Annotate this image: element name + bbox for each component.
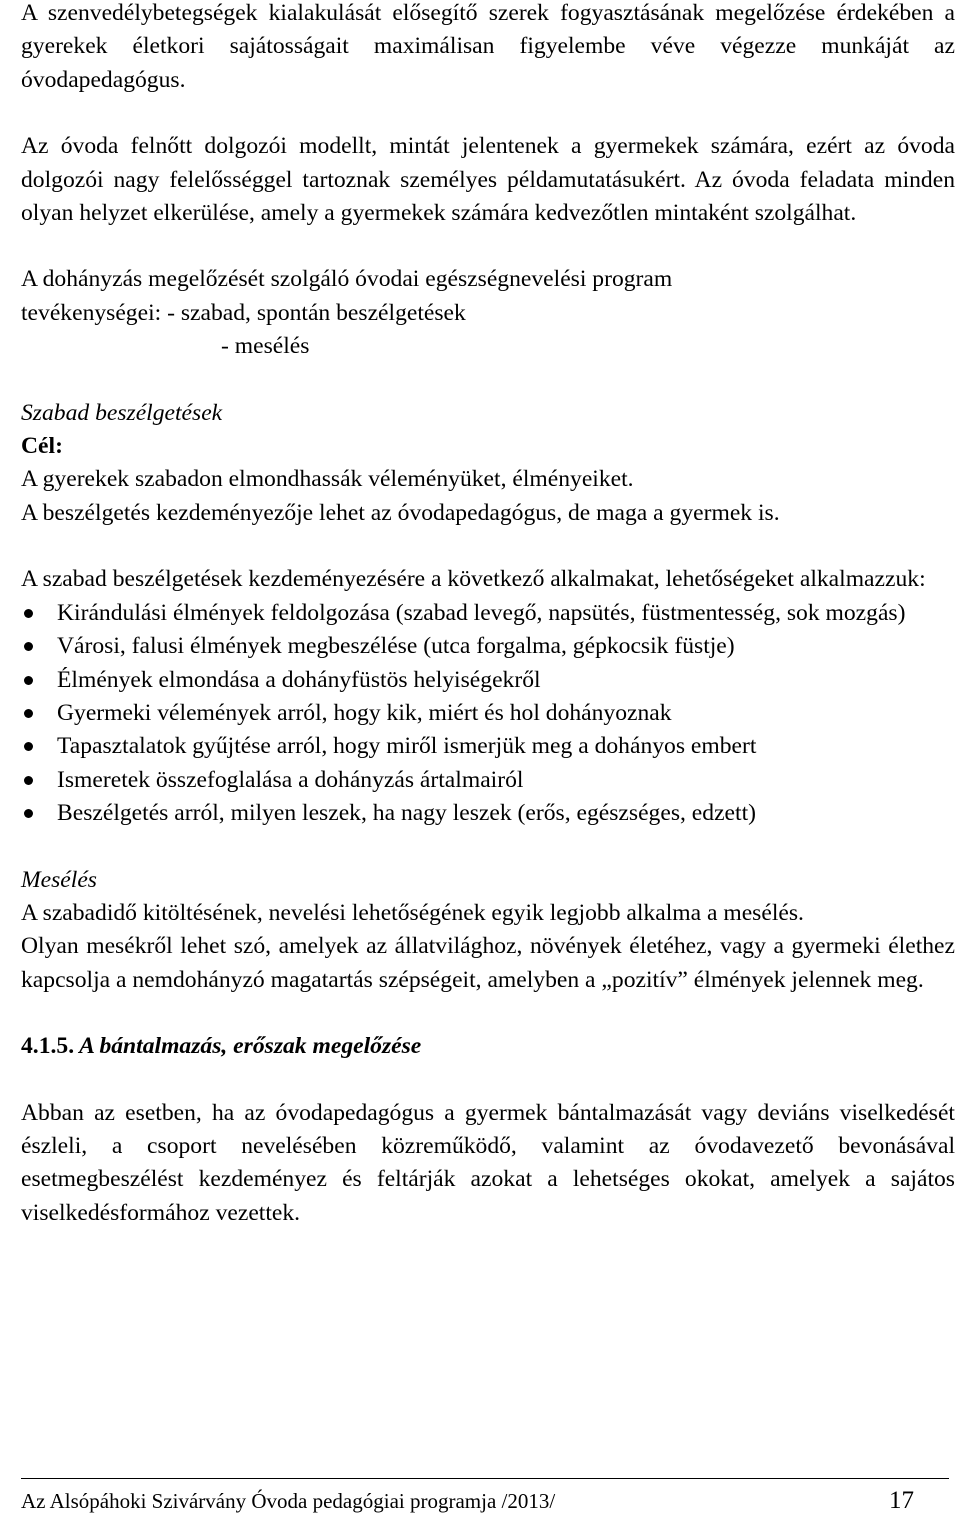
activities-lead: tevékenységei: [21, 299, 168, 326]
program-activities-block [21, 263, 955, 363]
goal-line: A beszélgetés kezdeményezője lehet az óvodapedagógus, de maga a gyermek is. [21, 499, 780, 526]
activity-item: - szabad, spontán beszélgetések [167, 299, 466, 326]
abuse-paragraph: Abban az esetben, ha az óvodapedagógus a gyermek bántalmazását vagy deviáns viselkedését észleli, a csoport nevelésében közreműködő, valamint az óvodavezető bevonásával esetmegbeszélést kezdeményez és feltárják azokat a lehetséges okokat, amelyek a sajátos viselkedésformához vezettek. [21, 1099, 955, 1226]
bullet-icon [24, 642, 33, 651]
list-item: Gyermeki vélemények arról, hogy kik, miért és hol dohányoznak [21, 697, 955, 730]
page-number: 17 [889, 1487, 914, 1514]
list-item: Ismeretek összefoglalása a dohányzás ártalmairól [21, 764, 955, 797]
bullet-icon [24, 742, 33, 751]
list-item: Élmények elmondása a dohányfüstös helyiségekről [21, 664, 955, 697]
page-footer [21, 1484, 949, 1518]
bullet-icon [24, 676, 33, 685]
list-item: Beszélgetés arról, milyen leszek, ha nagy leszek (erős, egészséges, edzett) [21, 797, 955, 830]
list-item: Tapasztalatok gyűjtése arról, hogy miről ismerjük meg a dohányos embert [21, 730, 955, 763]
free-talk-intro: A szabad beszélgetések kezdeményezésére a következő alkalmakat, lehetőségeket alkalmazzuk: [21, 566, 926, 593]
document-page [21, 0, 955, 1230]
intro-paragraph: A szenvedélybetegségek kialakulását elősegítő szerek fogyasztásának megelőzése érdekében a gyerekek életkori sajátosságait maximálisan figyelembe véve végezze munkáját az óvodapedagógus. [21, 0, 955, 93]
program-activities-intro: A dohányzás megelőzését szolgáló óvodai egészségnevelési program [21, 266, 673, 293]
free-talk-bullet-list [21, 597, 955, 831]
bullet-icon [24, 776, 33, 785]
section-heading-abuse [21, 1030, 955, 1063]
footer-divider [21, 1478, 949, 1479]
storytelling-paragraph: Olyan mesékről lehet szó, amelyek az állatvilághoz, növények életéhez, vagy a gyermeki élethez kapcsolja a nemdohányzó magatartás szépségeit, amelyben a „pozitív” élmények jelennek meg. [21, 933, 955, 993]
section-heading-text: A bántalmazás, erőszak megelőzése [79, 1033, 422, 1060]
goal-label: Cél: [21, 433, 63, 460]
goal-line: A gyerekek szabadon elmondhassák véleményüket, élményeiket. [21, 466, 634, 493]
list-item: Városi, falusi élmények megbeszélése (utca forgalma, gépkocsik füstje) [21, 630, 955, 663]
list-item: Kirándulási élmények feldolgozása (szabad levegő, napsütés, füstmentesség, sok mozgás) [21, 597, 955, 630]
footer-title: Az Alsópáhoki Szivárvány Óvoda pedagógiai programja /2013/ [21, 1489, 556, 1513]
section-title-storytelling: Mesélés [21, 866, 97, 893]
role-model-paragraph: Az óvoda felnőtt dolgozói modellt, mintát jelentenek a gyermekek számára, ezért az óvoda dolgozói nagy felelősséggel tartoznak személyes példamutatásukért. Az óvoda feladata minden olyan helyzet elkerülése, amely a gyermekek számára kedvezőtlen mintaként szolgálhat. [21, 133, 955, 227]
activity-item: - mesélés [221, 333, 310, 360]
bullet-icon [24, 609, 33, 618]
section-number: 4.1.5. [21, 1033, 75, 1060]
section-title-free-talk: Szabad beszélgetések [21, 399, 223, 426]
bullet-icon [24, 709, 33, 718]
activities-row [21, 297, 955, 330]
bullet-icon [24, 809, 33, 818]
storytelling-paragraph: A szabadidő kitöltésének, nevelési lehetőségének egyik legjobb alkalma a mesélés. [21, 899, 804, 926]
